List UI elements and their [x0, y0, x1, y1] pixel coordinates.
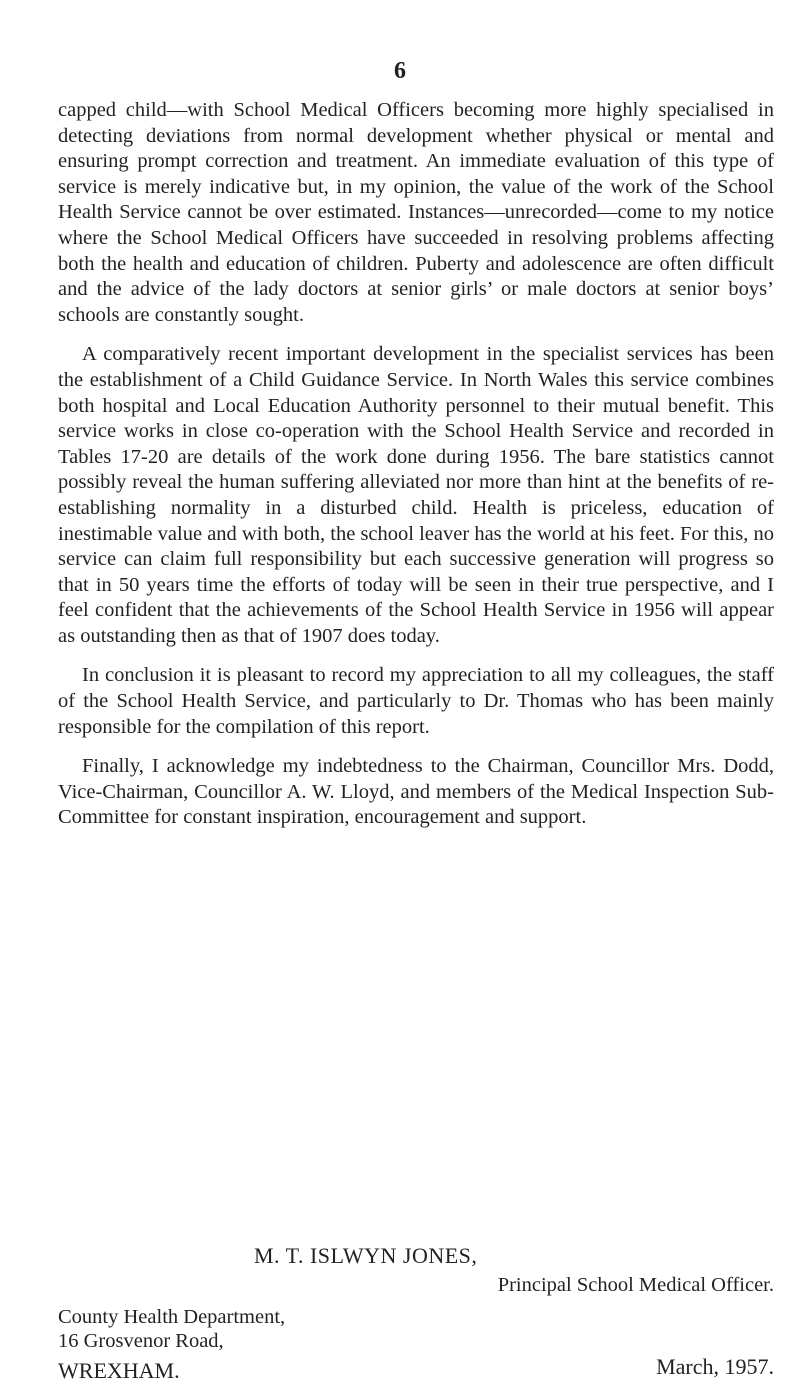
page-number: 6 [394, 58, 406, 84]
signature-name: M. T. ISLWYN JONES, [254, 1243, 478, 1268]
paragraph-2: A comparatively recent important development in the specialist services has been the establishment of a Child Guidance Service. In North Wales this service combines both hospital and Local Education Authority personnel to their mutual benefit. This service works in close co-operation with the School Health Service and recorded in Tables 17-20 are details of the work done during 1956. The bare statistics cannot possibly reveal the human suffering alleviated nor more than hint at the benefits of re-establishing normality in a disturbed child. Health is priceless, education of inestimable value and with both, the school leaver has the world at his feet. For this, no service can claim full responsibility but each successive generation will progress so that in 50 years time the efforts of today will be seen in their true perspective, and I feel confident that the achievements of the School Health Service in 1956 will appear as outstanding then as that of 1907 does today. [58, 343, 774, 647]
paragraph-3: In conclusion it is pleasant to record my appreciation to all my colleagues, the staff of the School Health Service, and particularly to Dr. Thomas who has been mainly responsible for the compilation of this report. [58, 664, 774, 738]
body-text [58, 98, 774, 845]
address-town: WREXHAM. [58, 1358, 180, 1383]
paragraph-4: Finally, I acknowledge my indebtedness to the Chairman, Councillor Mrs. Dodd, Vice-Chairman, Councillor A. W. Lloyd, and members of the Medical Inspection Sub-Committee for constant inspiration, encouragement and support. [58, 755, 774, 829]
paragraph-1: capped child—with School Medical Officers becoming more highly specialised in detecting deviations from normal development whether physical or mental and ensuring prompt correction and treatment. An immediate evaluation of this type of service is merely indicative but, in my opinion, the value of the work of the School Health Service cannot be over estimated. Instances—unrecorded—come to my notice where the School Medical Officers have succeeded in resolving problems affecting both the health and education of children. Puberty and adolescence are often difficult and the advice of the lady doctors at senior girls’ or male doctors at senior boys’ schools are constantly sought. [58, 99, 774, 326]
address-line-2: 16 Grosvenor Road, [58, 1330, 224, 1352]
signature-title: Principal School Medical Officer. [497, 1274, 774, 1296]
address-block [58, 1305, 285, 1383]
document-date: March, 1957. [656, 1354, 774, 1379]
address-line-1: County Health Department, [58, 1306, 286, 1328]
